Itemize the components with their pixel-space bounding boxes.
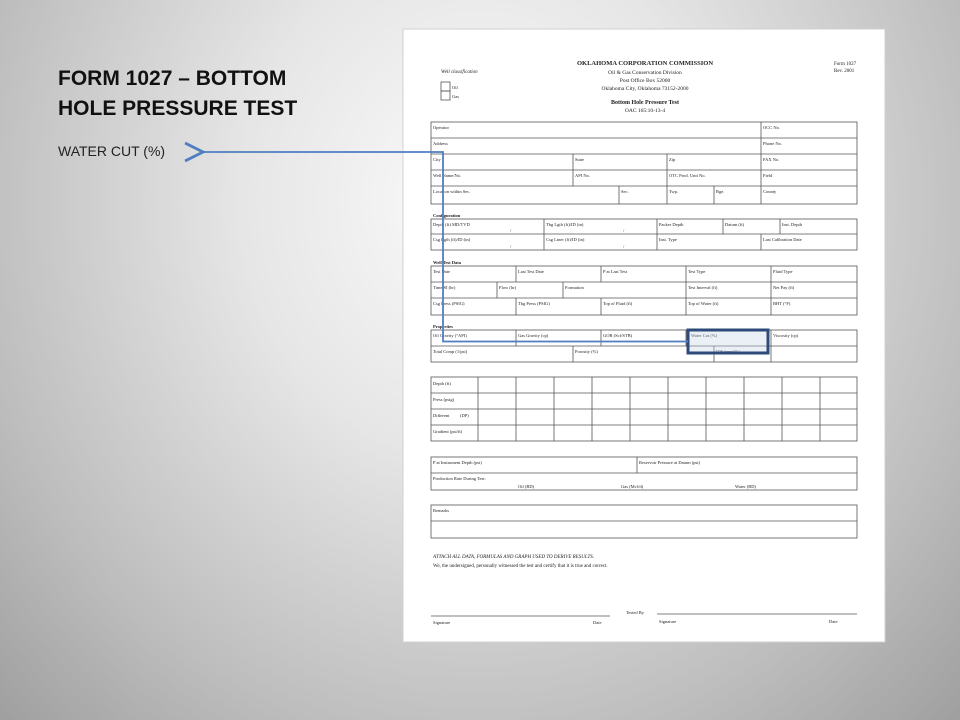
label-tbg-length: Tbg Lgth (ft)/ID (in) (546, 222, 584, 227)
certify-statement: We, the undersigned, personally witnessed the test and certify that it is true and correct. (433, 564, 608, 569)
label-gor: GOR (Scf/STB) (603, 333, 633, 338)
properties-heading: Properties (433, 324, 453, 329)
label-test-type: Test Type (688, 269, 706, 274)
form-oac: OAC 165:10-13-4 (624, 108, 666, 114)
slash-separator: / (510, 228, 512, 233)
label-state: State (575, 157, 584, 162)
label-sec: Sec. (621, 189, 629, 194)
label-bht: BHT (°F) (773, 301, 791, 306)
label-inst-depth: Inst. Depth (782, 222, 802, 227)
slash-separator: / (623, 228, 625, 233)
label-depth-md-tvd: Depth (ft) MD/TVD (433, 222, 470, 227)
label-oil-gravity: Oil Gravity (°API) (433, 333, 467, 338)
label-net-pay: Net Pay (ft) (773, 285, 795, 290)
label-grid-dp: (DP) (460, 413, 469, 418)
label-gas-gravity: Gas Gravity (cp) (518, 333, 549, 338)
configuration-heading: Configuration (433, 213, 461, 218)
label-csg-length: Csg Lgth (ft)/ID (in) (433, 237, 471, 242)
slide-title-line-2: HOLE PRESSURE TEST (58, 97, 298, 120)
form-number: Form 1027 (834, 62, 857, 67)
label-remarks: Remarks (433, 508, 449, 513)
callout-label: WATER CUT (%) (58, 143, 166, 159)
label-operator: Operator (433, 125, 449, 130)
label-reservoir-pressure: Reservoir Pressure at Datum (psi) (639, 460, 700, 465)
form-city: Oklahoma City, Oklahoma 73152-2000 (601, 86, 689, 92)
label-grid-depth: Depth (ft) (433, 381, 451, 386)
label-csg-liner: Csg Liner (ft)/ID (in) (546, 237, 585, 242)
label-fax-no: FAX No. (763, 157, 780, 162)
label-tested-by: Tested By (626, 610, 645, 615)
label-production-rate: Production Rate During Test: (433, 476, 486, 481)
label-city: City (433, 157, 441, 162)
label-tbg-press: Tbg Press (PSIG) (518, 301, 550, 306)
label-address: Address (433, 141, 448, 146)
label-viscosity: Viscosity (cp) (773, 333, 799, 338)
label-datum: Datum (ft) (725, 222, 745, 227)
label-grid-gradient: Gradient (psi/ft) (433, 429, 463, 434)
label-time-si: Time SI (hr) (433, 285, 456, 290)
label-test-date: Test Date (433, 269, 451, 274)
form-page (403, 29, 885, 642)
label-api-no: API No. (575, 173, 591, 178)
label-flow: Flow (hr) (499, 285, 517, 290)
water-cut-highlight (688, 330, 768, 353)
label-occ-no: OCC No. (763, 125, 781, 130)
well-test-heading: Well Test Data (433, 260, 462, 265)
label-csg-press: Csg Press (PSIG) (433, 301, 465, 306)
attach-instructions: ATTACH ALL DATA, FORMULAS AND GRAPH USED TO DERIVE RESULTS. (433, 555, 595, 560)
label-top-of-fluid: Top of Fluid (ft) (603, 301, 633, 306)
label-fluid-type: Fluid Type (773, 269, 793, 274)
label-date-1: Date (593, 620, 602, 625)
label-last-test-date: Last Test Date (518, 269, 544, 274)
label-phone-no: Phone No. (763, 141, 782, 146)
label-county: County (763, 189, 777, 194)
label-last-calibration: Last Calibration Date (763, 237, 802, 242)
slash-separator: / (623, 244, 625, 249)
label-water-cut: Water Cut (%) (691, 333, 718, 338)
label-formation: Formation (565, 285, 584, 290)
slide-title-line-1: FORM 1027 – BOTTOM (58, 67, 287, 90)
oil-checkbox-label: Oil (452, 85, 458, 90)
label-p-at-instrument: P at Instrument Depth (psi) (433, 460, 482, 465)
label-packer-depth: Packer Depth (659, 222, 684, 227)
gas-checkbox-label: Gas (452, 94, 459, 99)
label-location: Location within Sec. (433, 189, 471, 194)
label-inst-type: Inst. Type (659, 237, 677, 242)
label-oil-bd: Oil (BD) (518, 484, 535, 489)
label-signature-1: Signature (433, 620, 451, 625)
label-zip: Zip (669, 157, 676, 162)
label-gas-mcfd: Gas (Mcf/d) (621, 484, 644, 489)
label-date-2: Date (829, 619, 838, 624)
label-faint-field: H2S (ppm)(%) (716, 349, 740, 354)
label-field: Field (763, 173, 773, 178)
label-twp: Twp. (669, 189, 679, 194)
label-otc-prod-unit: OTC Prod. Unit No. (669, 173, 706, 178)
label-test-interval: Test Interval (ft) (688, 285, 718, 290)
label-well-name: Well Name/No. (433, 173, 462, 178)
label-signature-2: Signature (659, 619, 677, 624)
label-grid-press: Press (psig) (433, 397, 455, 402)
label-porosity: Porosity (%) (575, 349, 598, 354)
form-revision: Rev. 2001 (834, 69, 855, 74)
label-top-of-water: Top of Water (ft) (688, 301, 719, 306)
label-grid-different: Different (433, 413, 450, 418)
label-water-bd: Water (BD) (735, 484, 757, 489)
form-agency: OKLAHOMA CORPORATION COMMISSION (576, 60, 714, 67)
label-total-comp: Total Comp (1/psi) (433, 349, 468, 354)
label-p-at-last-test: P at Last Test (603, 269, 628, 274)
form-title: Bottom Hole Pressure Test (611, 100, 679, 106)
form-po-box: Post Office Box 52000 (619, 78, 671, 84)
label-rge: Rge. (716, 189, 725, 194)
well-classification-label: Well classification (441, 70, 478, 75)
form-division: Oil & Gas Conservation Division (608, 70, 682, 76)
slash-separator: / (510, 244, 512, 249)
